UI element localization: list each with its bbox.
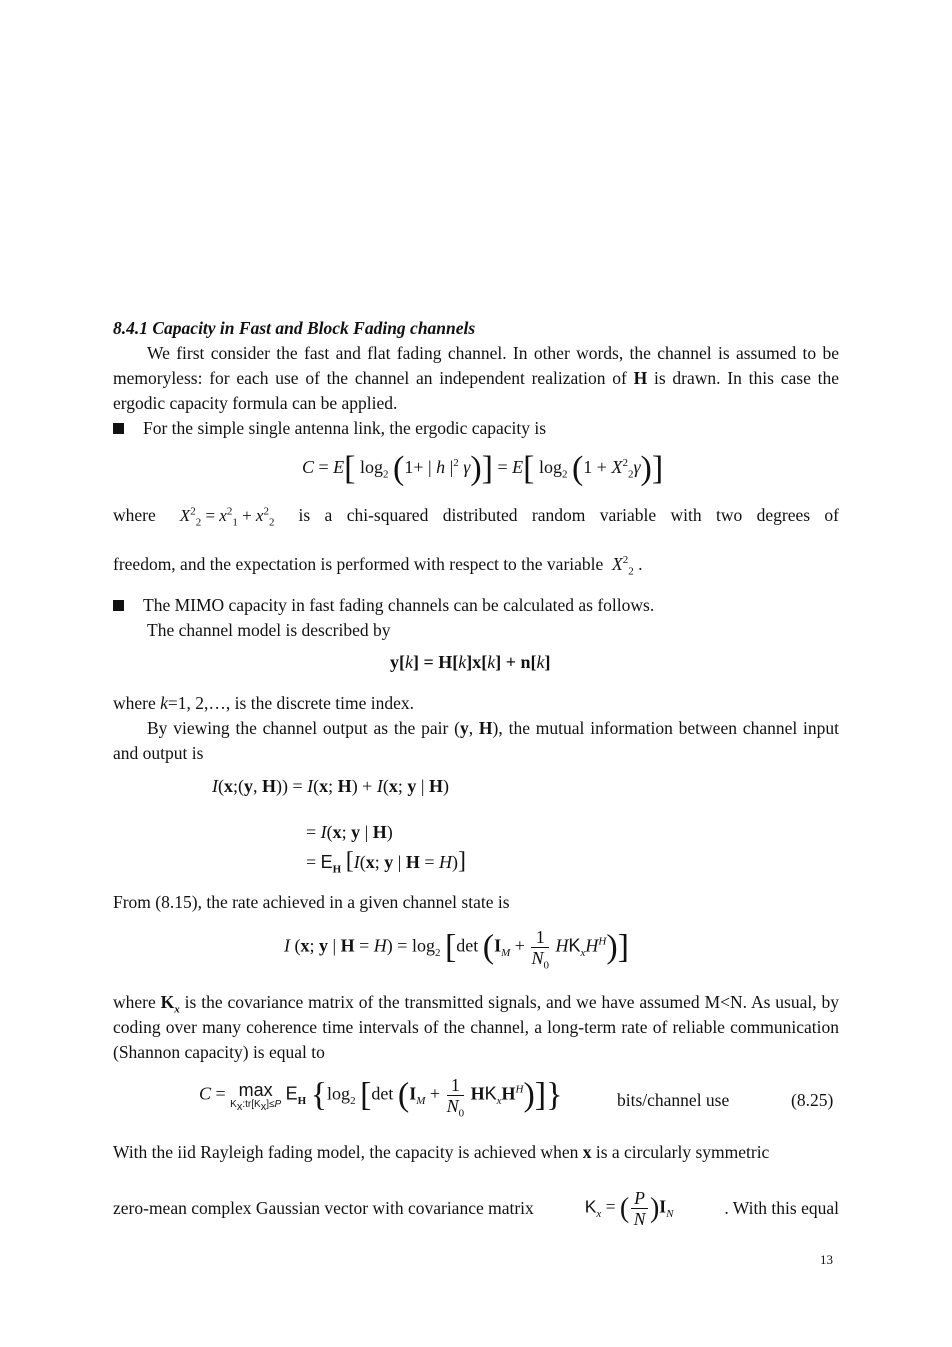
text-span: k bbox=[160, 693, 168, 713]
equation-number: (8.25) bbox=[791, 1090, 834, 1110]
bullet-icon bbox=[113, 600, 124, 611]
paragraph-expectation bbox=[113, 552, 839, 577]
text-span: where bbox=[113, 505, 156, 525]
text-span: The MIMO capacity in fast fading channels can be calculated as follows. bbox=[143, 595, 655, 615]
inline-math: $K_x$ = ( $\frac{P}{N}$ )$I_N$ bbox=[584, 1188, 674, 1229]
text-span: zero-mean complex Gaussian vector with covariance matrix bbox=[113, 1198, 534, 1218]
text-span: is a circularly symmetric bbox=[591, 1142, 770, 1162]
paragraph-time-index bbox=[113, 691, 839, 716]
units-label: bits/channel use bbox=[617, 1090, 730, 1110]
paragraph-mutual-information bbox=[113, 716, 839, 766]
section-heading: 8.4.1 Capacity in Fast and Block Fading channels bbox=[113, 318, 476, 338]
text-span: y bbox=[459, 718, 469, 738]
paragraph-rate: From (8.15), the rate achieved in a given channel state is bbox=[113, 892, 510, 912]
equation-mutual-info-2: = I(x; y | H) bbox=[306, 822, 393, 842]
text-span: H bbox=[478, 718, 493, 738]
page-number: 13 bbox=[820, 1252, 833, 1267]
equation-ergodic-capacity: C = E[ $\log_2 (1+$ | h $|^2$ γ)] = E[ $\log_2 (1 + X^2_2\gamma)$] bbox=[302, 450, 664, 487]
text-span: With the iid Rayleigh fading model, the capacity is achieved when bbox=[113, 1142, 583, 1162]
equation-mutual-info-3: = $E_H$ [I(x; y | H = H)] bbox=[306, 848, 467, 876]
text-span: is the covariance matrix of the transmitted signals, and we have assumed M<N. As usual, by coding over many coherence time intervals of the channel, a long-term rate of reliable communication (Shannon capacity) is equal to bbox=[113, 992, 839, 1062]
paragraph-covariance bbox=[113, 990, 839, 1065]
equation-rate: I (x; y | $H = H) = \log_2 [\det$ ($I_M$ + $\frac{1}{N_0}$ $HK_xH^H$)] bbox=[284, 927, 629, 972]
equation-mutual-info-1: I(x;(y, H)) = I(x; H) + I(x; y | H) bbox=[212, 776, 449, 796]
text-span: x bbox=[174, 1003, 180, 1016]
text-span: . With this equal bbox=[724, 1198, 839, 1218]
inline-math: $X^2_2$ . bbox=[612, 554, 643, 578]
paragraph-chi-squared bbox=[113, 503, 839, 528]
text-span: H bbox=[633, 368, 648, 388]
paragraph-gaussian bbox=[113, 1188, 839, 1229]
text-span: By viewing the channel output as the pair ( bbox=[147, 718, 460, 738]
text-span: K bbox=[160, 992, 175, 1012]
paragraph-intro bbox=[113, 341, 839, 416]
text-span: where bbox=[113, 992, 161, 1012]
bullet-icon bbox=[113, 423, 124, 434]
bullet-item bbox=[113, 593, 839, 618]
text-span: is drawn. In this case the ergodic capacity formula can be applied. bbox=[113, 368, 839, 413]
bullet-item bbox=[113, 416, 839, 441]
text-span: We first consider the fast and flat fading channel. In other words, the channel is assumed to be memoryless: for each use of the channel an independent realization of bbox=[113, 343, 839, 388]
text-span: , bbox=[468, 718, 479, 738]
equation-channel-model: y[k] = H[k]x[k] + n[k] bbox=[390, 652, 551, 672]
equation-capacity: C = max $K_x:tr[K_x]\le P$ $E_H$ {$\log_2$ [det ($I_M$ + $\frac{1}{N_0}$ $HK_xH^H$)]} bbox=[199, 1075, 563, 1120]
text-span: ), the mutual information between channel input and output is bbox=[113, 718, 840, 763]
text-span: where bbox=[113, 693, 161, 713]
text-span: is a chi-squared distributed random variable with two degrees of bbox=[298, 505, 839, 525]
paragraph-channel-model: The channel model is described by bbox=[147, 620, 391, 640]
paragraph-rayleigh bbox=[113, 1140, 839, 1165]
text-span: x bbox=[582, 1142, 592, 1162]
text-span: For the simple single antenna link, the ergodic capacity is bbox=[143, 418, 547, 438]
text-span: freedom, and the expectation is performed with respect to the variable bbox=[113, 554, 604, 574]
text-span: =1, 2,…, is the discrete time index. bbox=[167, 693, 414, 713]
inline-math: $X^2_2 = x^2_1 + x^2_2$ bbox=[179, 505, 275, 529]
